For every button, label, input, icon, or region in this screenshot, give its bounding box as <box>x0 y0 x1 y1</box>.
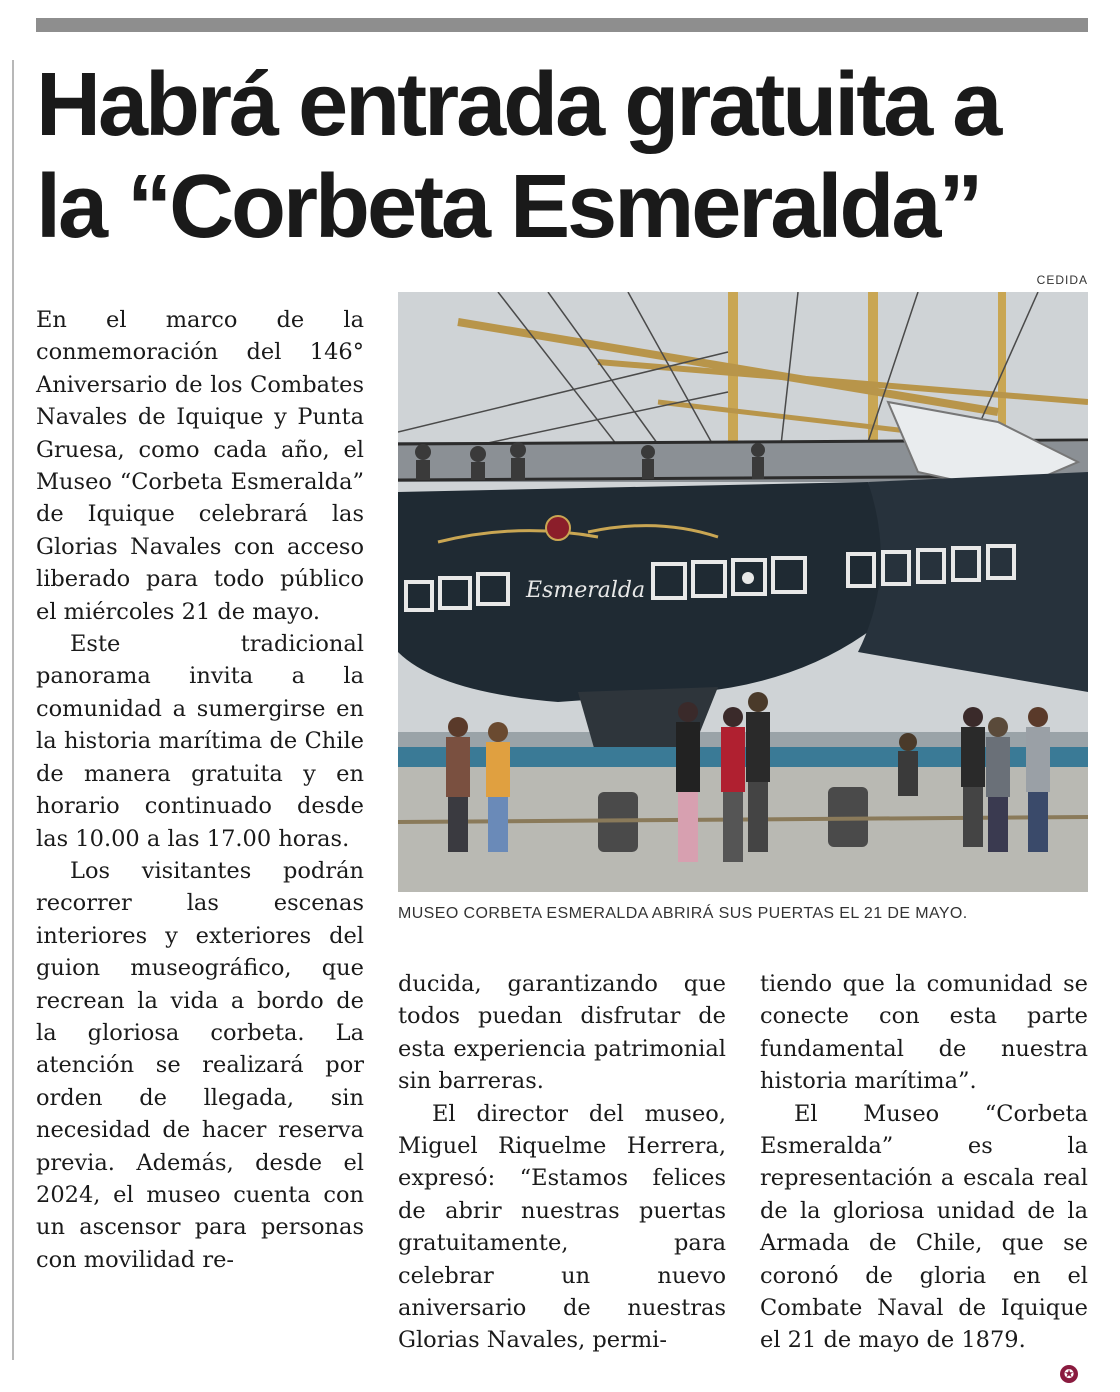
ship-photo <box>398 292 1088 892</box>
article-column-1 <box>36 304 364 1276</box>
article-column-2 <box>398 968 726 1357</box>
paragraph: Este tradicional panorama invita a la comunidad a sumergirse en la historia marítima de Chile de manera gratuita y en horario continuado desde las 10.00 a las 17.00 horas. <box>36 631 364 852</box>
top-rule <box>36 18 1088 32</box>
paragraph: El Museo “Corbeta Esmeralda” es la representación a escala real de la gloriosa unidad de la Armada de Chile, que se coronó de gloria en el Combate Naval de Iquique el 21 de mayo de 1879. <box>760 1100 1088 1354</box>
photo-credit: CEDIDA <box>1036 273 1088 287</box>
article-column-3 <box>760 968 1088 1357</box>
headline <box>36 54 1096 258</box>
stern-nameplate: Esmeralda <box>526 578 646 603</box>
end-of-article-icon: ✪ <box>1060 1365 1078 1383</box>
page-margin-line <box>12 60 14 1360</box>
paragraph: En el marco de la conmemoración del 146° Aniversario de los Combates Navales de Iquique y Punta Gruesa, como cada año, el Museo “Corbeta Esmeralda” de Iquique celebrará las Glorias Navales con acceso liberado para todo público el miércoles 21 de mayo. <box>36 307 364 625</box>
headline-line-2: la “Corbeta Esmeralda” <box>36 157 981 257</box>
photo-caption: MUSEO CORBETA ESMERALDA ABRIRÁ SUS PUERTAS EL 21 DE MAYO. <box>398 905 968 922</box>
ship-illustration <box>398 292 1088 892</box>
headline-line-1: Habrá entrada gratuita a <box>36 55 1000 155</box>
paragraph: El director del museo, Miguel Riquelme Herrera, expresó: “Estamos felices de abrir nuestras puertas gratuitamente, para celebrar un nuevo aniversario de nuestras Glorias Navales, permi- <box>398 1100 726 1354</box>
paragraph: Los visitantes podrán recorrer las escenas interiores y exteriores del guion museográfico, que recrean la vida a bordo de la gloriosa corbeta. La atención se realizará por orden de llegada, sin necesidad de hacer reserva previa. Además, desde el 2024, el museo cuenta con un ascensor para personas con movilidad re- <box>36 857 364 1273</box>
paragraph: ducida, garantizando que todos puedan disfrutar de esta experiencia patrimonial sin barreras. <box>398 971 726 1095</box>
paragraph: tiendo que la comunidad se conecte con esta parte fundamental de nuestra historia marítima”. <box>760 971 1088 1095</box>
